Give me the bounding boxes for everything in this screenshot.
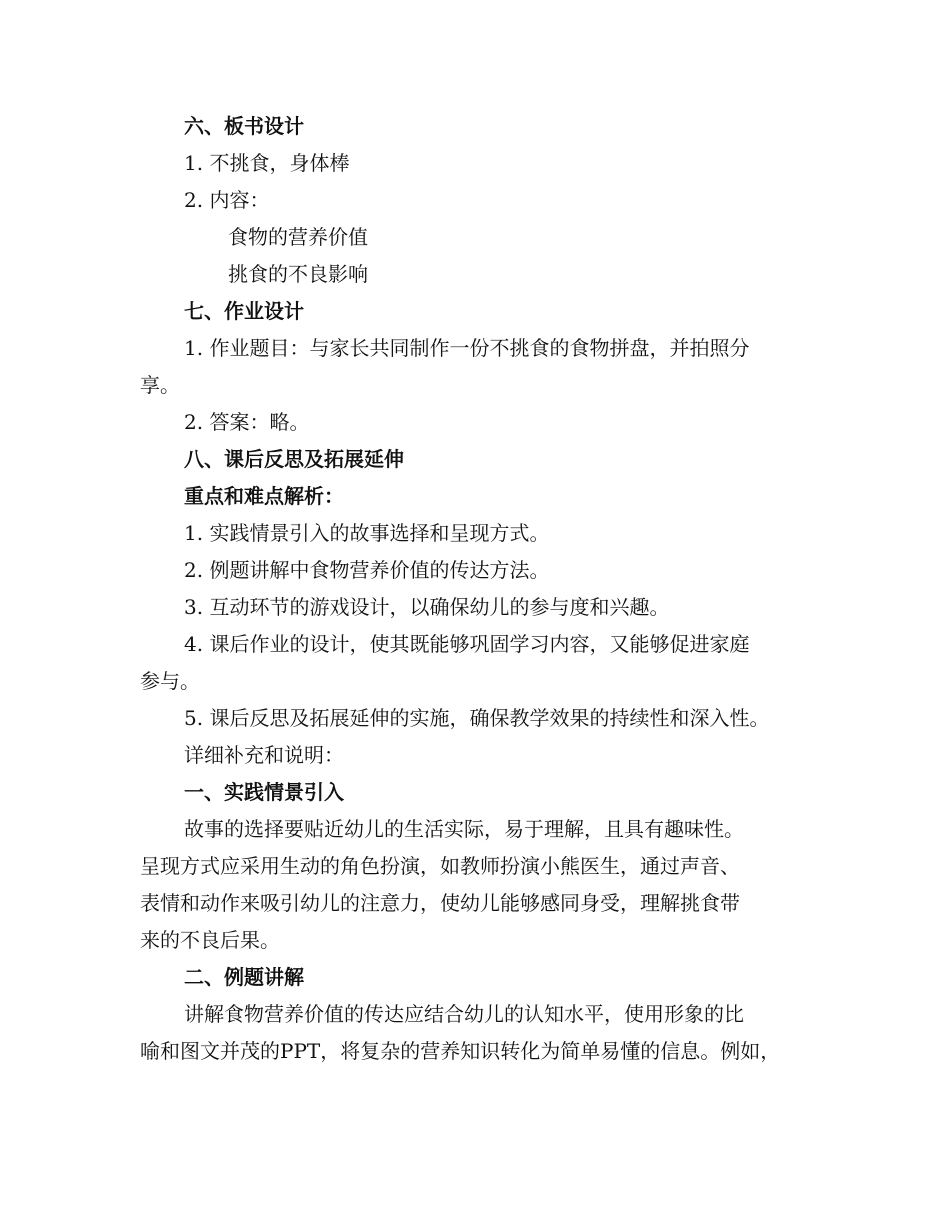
- section-heading-6: 六、板书设计: [184, 114, 304, 138]
- subheading-key-points: 重点和难点解析：: [184, 484, 344, 508]
- paragraph-continuation: 表情和动作来吸引幼儿的注意力，使幼儿能够感同身受，理解挑食带: [140, 891, 740, 915]
- section-heading-8: 八、课后反思及拓展延伸: [184, 447, 404, 471]
- section-heading-7: 七、作业设计: [184, 299, 304, 323]
- paragraph-continuation: 来的不良后果。: [140, 928, 280, 952]
- paragraph-line: 1. 作业题目：与家长共同制作一份不挑食的食物拼盘，并拍照分: [184, 336, 750, 360]
- section-heading-2: 二、例题讲解: [184, 965, 304, 989]
- paragraph-line: 5. 课后反思及拓展延伸的实施，确保教学效果的持续性和深入性。: [184, 706, 770, 730]
- paragraph-line: 详细补充和说明：: [184, 743, 344, 767]
- paragraph-line: 2. 例题讲解中食物营养价值的传达方法。: [184, 558, 550, 582]
- paragraph-line: 2. 答案：略。: [184, 410, 310, 434]
- sub-item-line: 食物的营养价值: [228, 225, 368, 249]
- paragraph-continuation: 享。: [140, 373, 180, 397]
- paragraph-continuation: 参与。: [140, 669, 200, 693]
- paragraph-line: 1. 实践情景引入的故事选择和呈现方式。: [184, 521, 550, 545]
- paragraph-line: 4. 课后作业的设计，使其既能够巩固学习内容，又能够促进家庭: [184, 632, 750, 656]
- section-heading-1: 一、实践情景引入: [184, 780, 344, 804]
- paragraph-line: 讲解食物营养价值的传达应结合幼儿的认知水平，使用形象的比: [184, 1002, 744, 1026]
- paragraph-line: 2. 内容：: [184, 188, 270, 212]
- paragraph-continuation: 呈现方式应采用生动的角色扮演，如教师扮演小熊医生，通过声音、: [140, 854, 740, 878]
- paragraph-line: 故事的选择要贴近幼儿的生活实际，易于理解，且具有趣味性。: [184, 817, 744, 841]
- paragraph-line: 3. 互动环节的游戏设计，以确保幼儿的参与度和兴趣。: [184, 595, 670, 619]
- paragraph-line: 1. 不挑食，身体棒: [184, 151, 350, 175]
- sub-item-line: 挑食的不良影响: [228, 262, 368, 286]
- paragraph-continuation: 喻和图文并茂的PPT，将复杂的营养知识转化为简单易懂的信息。例如，: [140, 1039, 781, 1063]
